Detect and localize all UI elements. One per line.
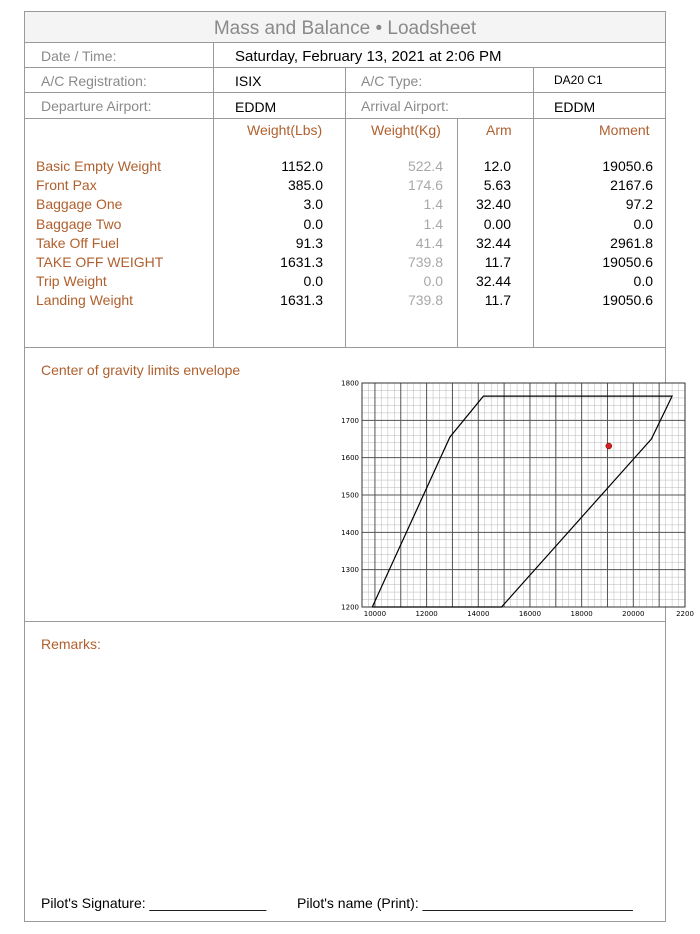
pilot-name-field[interactable]: Pilot's name (Print): ___________________________ — [297, 895, 633, 911]
row-label: TAKE OFF WEIGHT — [36, 254, 164, 270]
x-tick-label: 12000 — [415, 610, 438, 618]
y-tick-label: 1300 — [341, 566, 359, 575]
x-tick-label: 14000 — [467, 610, 490, 618]
weight-lbs-cell: 0.0 — [303, 216, 323, 232]
date-row — [25, 43, 665, 68]
date-value: Saturday, February 13, 2021 at 2:06 PM — [235, 48, 502, 65]
y-tick-label: 1700 — [341, 416, 359, 425]
x-tick-label: 16000 — [518, 610, 542, 618]
pilot-signature-field[interactable]: Pilot's Signature: _______________ — [41, 895, 267, 911]
divider — [533, 119, 534, 347]
row-label: Basic Empty Weight — [36, 158, 162, 174]
row-label: Front Pax — [36, 177, 97, 193]
arm-cell: 11.7 — [484, 254, 511, 270]
column-header-moment: Moment — [599, 122, 650, 138]
weight-lbs-cell: 91.3 — [295, 235, 323, 251]
divider — [457, 119, 458, 347]
arm-cell: 32.44 — [475, 235, 511, 251]
departure-value: EDDM — [235, 99, 277, 115]
divider — [345, 119, 346, 347]
moment-cell: 0.0 — [633, 216, 653, 232]
arm-cell: 11.7 — [484, 292, 511, 308]
row-label: Baggage Two — [36, 216, 122, 232]
moment-cell: 19050.6 — [602, 292, 653, 308]
remarks-label: Remarks: — [41, 636, 101, 652]
y-tick-label: 1400 — [341, 528, 359, 537]
arrival-value: EDDM — [554, 99, 596, 115]
divider — [345, 68, 346, 119]
moment-cell: 19050.6 — [602, 254, 653, 270]
divider — [25, 347, 665, 348]
weight-kg-cell: 739.8 — [407, 292, 443, 308]
divider — [213, 43, 214, 119]
weight-kg-cell: 522.4 — [407, 158, 443, 174]
type-value: DA20 C1 — [554, 73, 603, 87]
y-tick-label: 1500 — [341, 491, 359, 500]
arm-cell: 32.44 — [475, 273, 511, 289]
title-bar — [25, 12, 665, 43]
moment-cell: 2167.6 — [610, 177, 653, 193]
registration-value: ISIX — [235, 73, 262, 89]
column-header-arm: Arm — [486, 122, 512, 138]
y-tick-label: 1200 — [341, 603, 359, 612]
y-tick-label: 1600 — [341, 454, 359, 463]
arm-cell: 0.00 — [483, 216, 511, 232]
weight-lbs-cell: 385.0 — [287, 177, 323, 193]
row-label: Landing Weight — [36, 292, 134, 308]
arm-cell: 32.40 — [475, 196, 511, 212]
row-label: Take Off Fuel — [36, 235, 120, 251]
cg-point — [606, 443, 612, 449]
arrival-label: Arrival Airport: — [361, 98, 449, 114]
weight-kg-cell: 1.4 — [423, 216, 443, 232]
weight-lbs-cell: 1631.3 — [280, 292, 323, 308]
weight-lbs-cell: 1631.3 — [280, 254, 323, 270]
weight-kg-cell: 174.6 — [407, 177, 443, 193]
cg-section-title: Center of gravity limits envelope — [41, 362, 241, 378]
weight-lbs-cell: 1152.0 — [281, 158, 323, 174]
divider — [25, 621, 665, 622]
y-tick-label: 1800 — [341, 379, 359, 388]
moment-cell: 19050.6 — [602, 158, 653, 174]
weight-lbs-cell: 0.0 — [303, 273, 323, 289]
moment-cell: 2961.8 — [610, 235, 653, 251]
arm-cell: 12.0 — [483, 158, 511, 174]
x-tick-label: 18000 — [570, 610, 593, 618]
moment-cell: 0.0 — [633, 273, 653, 289]
row-label: Baggage One — [36, 196, 123, 212]
weight-lbs-cell: 3.0 — [303, 196, 323, 212]
registration-label: A/C Registration: — [41, 73, 147, 89]
loadsheet — [24, 11, 694, 922]
row-label: Trip Weight — [36, 273, 107, 289]
weight-kg-cell: 739.8 — [407, 254, 443, 270]
weight-kg-cell: 0.0 — [423, 273, 443, 289]
divider — [213, 119, 214, 347]
arm-cell: 5.63 — [483, 177, 511, 193]
x-tick-label: 20000 — [622, 610, 645, 618]
page-title: Mass and Balance • Loadsheet — [213, 18, 477, 39]
cg-envelope-chart — [305, 362, 694, 618]
departure-label: Departure Airport: — [41, 98, 152, 114]
weight-kg-cell: 1.4 — [423, 196, 443, 212]
moment-cell: 97.2 — [625, 196, 653, 212]
weight-kg-cell: 41.4 — [415, 235, 443, 251]
column-header-weight-kg: Weight(Kg) — [371, 122, 441, 138]
column-header-weight-lbs: Weight(Lbs) — [247, 122, 323, 138]
type-label: A/C Type: — [361, 73, 423, 89]
date-label: Date / Time: — [41, 48, 117, 64]
divider — [533, 68, 534, 119]
x-tick-label: 2200 — [676, 610, 694, 618]
x-tick-label: 10000 — [363, 610, 387, 618]
